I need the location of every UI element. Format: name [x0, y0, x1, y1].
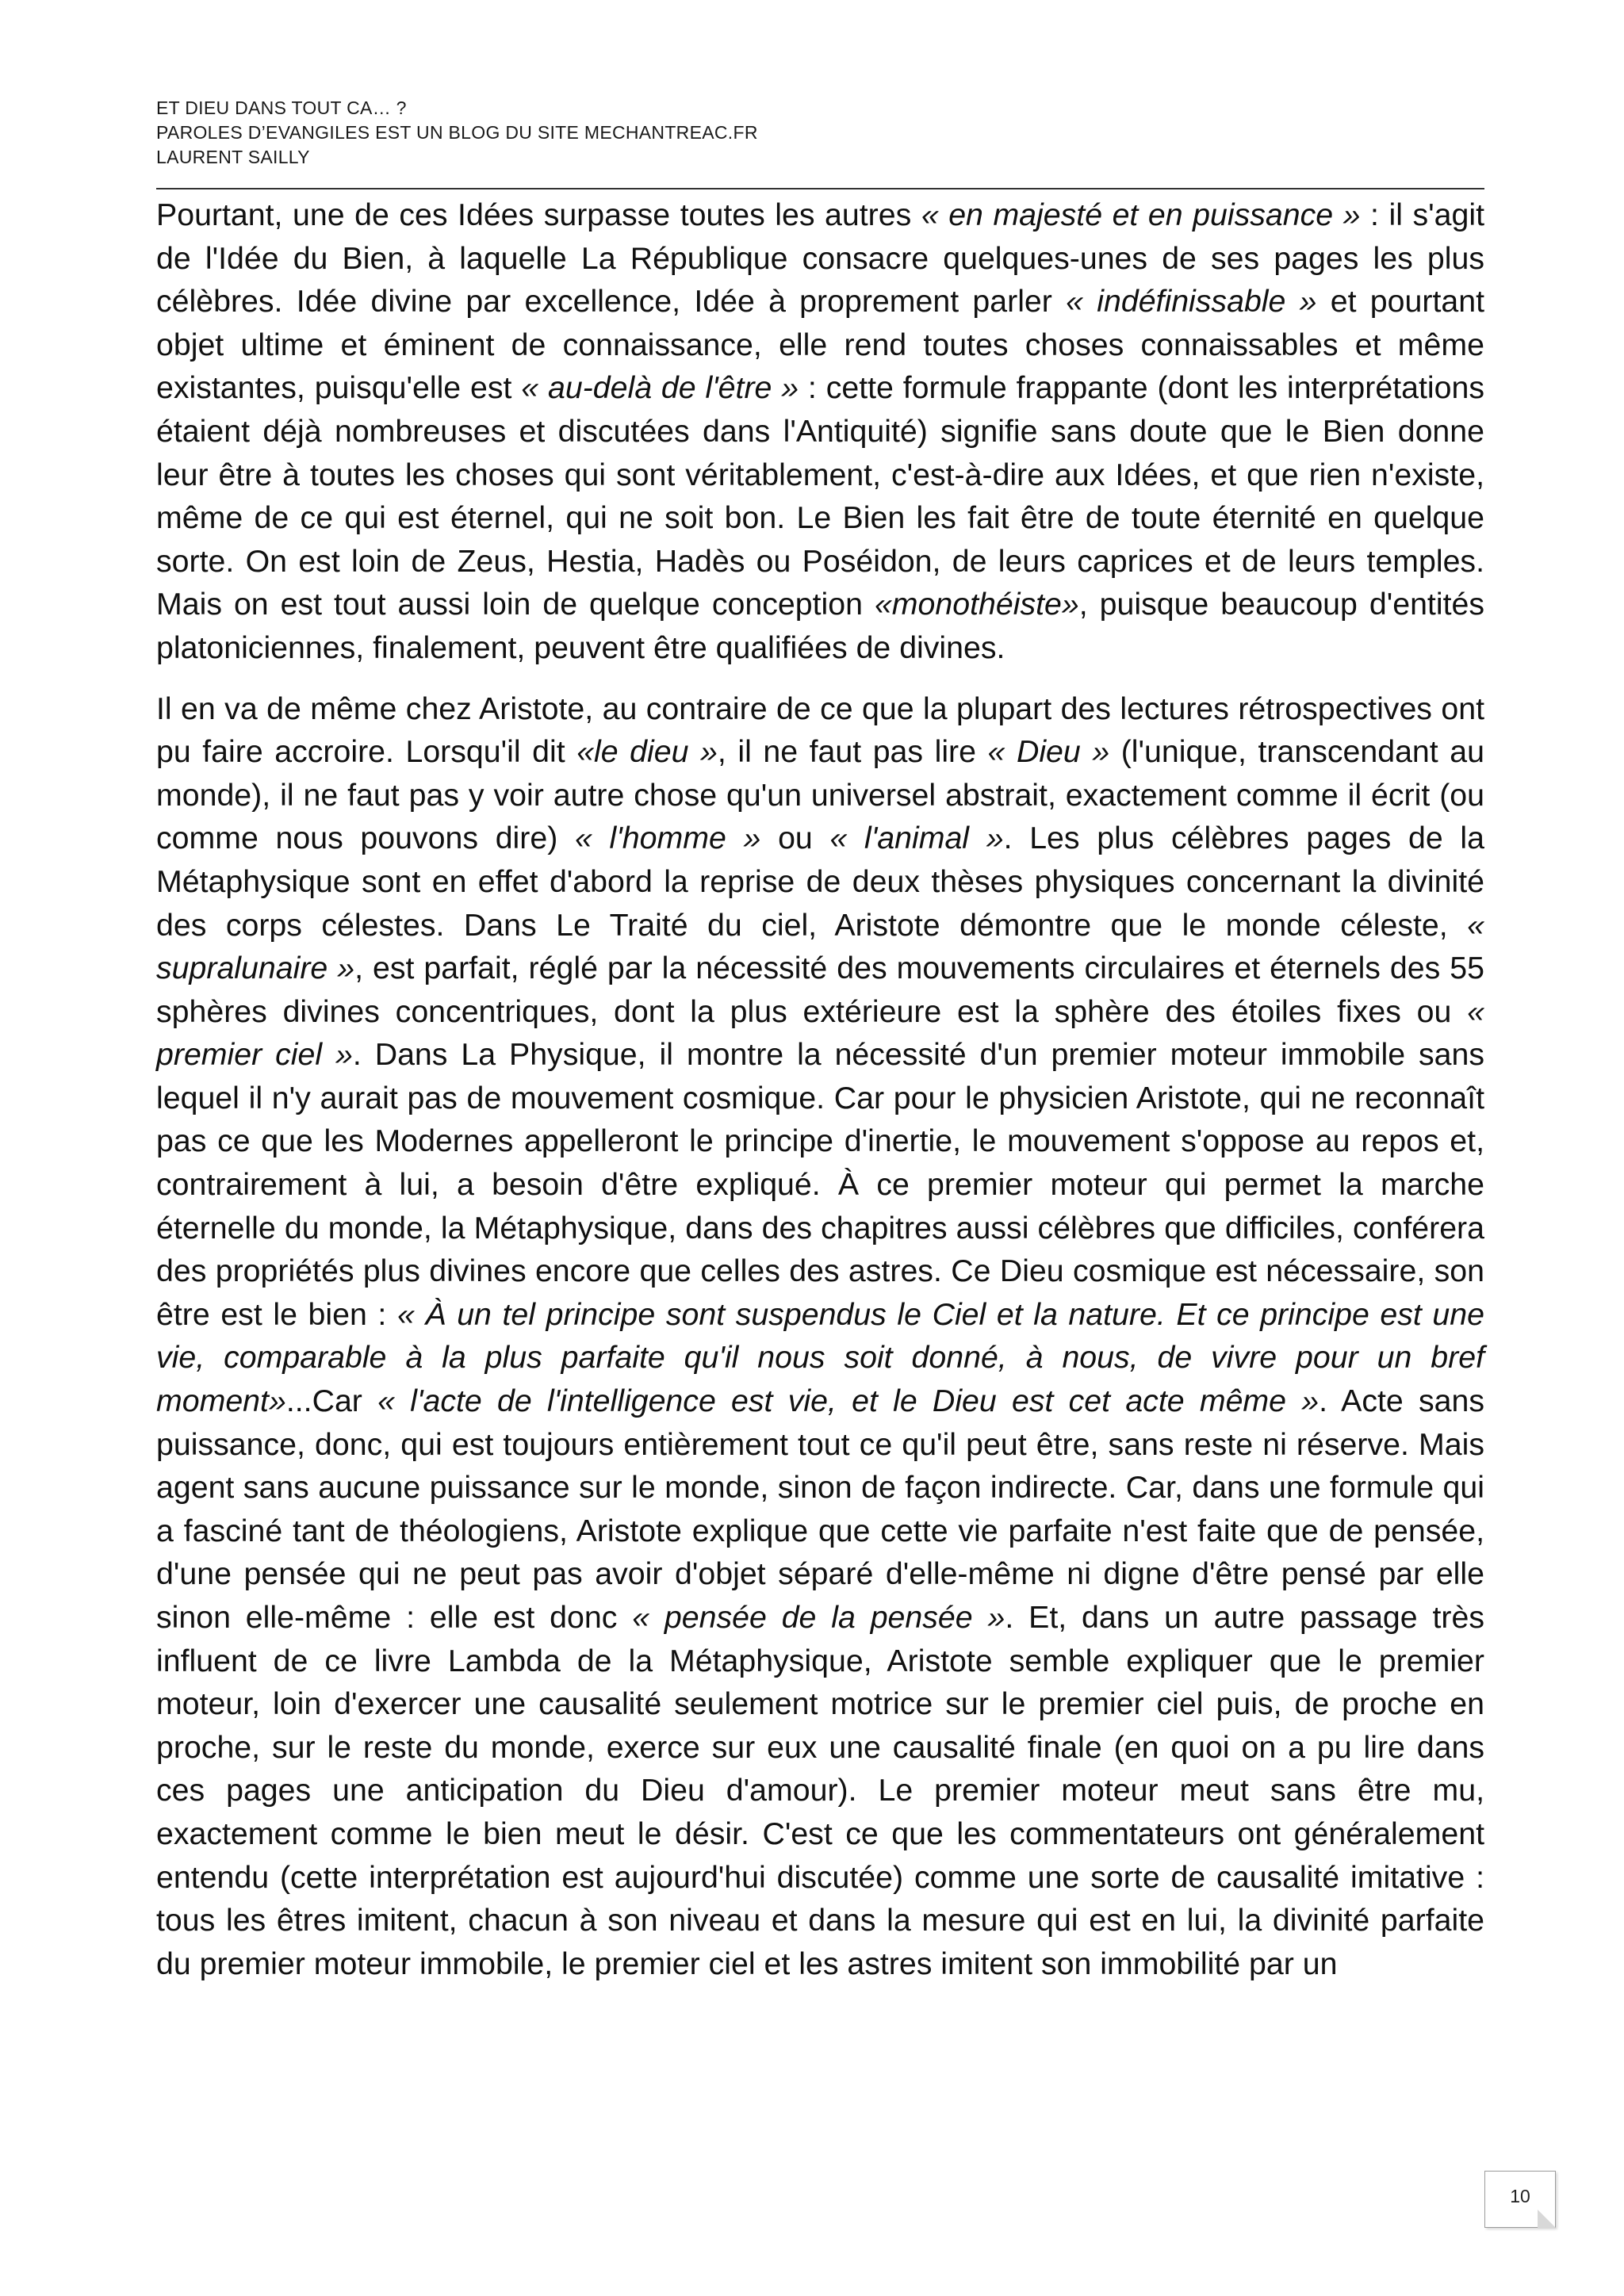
paragraph — [156, 193, 1484, 670]
header-title: ET DIEU DANS TOUT CA… ? — [156, 98, 407, 118]
text-run: : il s'agit de l'Idée du Bien, à laquelle La République consacre quelques-unes de ses pages les plus célèbres. Idée divine par excellence, Idée à proprement parler — [156, 197, 1484, 320]
text-run: et pourtant objet ultime et éminent de connaissance, elle rend toutes choses connaissables et même existantes, puisqu'elle est — [156, 284, 1484, 406]
text-run: : cette formule frappante (dont les interprétations étaient déjà nombreuses et discutées dans l'Antiquité) signifie sans doute que le Bien donne leur être à toutes les choses qui sont véritablement, c'est-à-dire aux Idées, et que rien n'existe, même de ce qui est éternel, qui ne soit bon. Le Bien les fait être de toute éternité en quelque sorte. On est loin de Zeus, Hestia, Hadès ou Poséidon, de leurs caprices et de leurs temples. Mais on est tout aussi loin de quelque conception — [156, 370, 1484, 622]
text-run: . Et, dans un autre passage très influent de ce livre Lambda de la Métaphysique, Aristote semble expliquer que le premier moteur, loin d'exercer une causalité seulement motrice sur le premier ciel puis, de proche en proche, sur le reste du monde, exerce sur eux une causalité finale (en quoi on a pu lire dans ces pages une anticipation du Dieu d'amour). Le premier moteur meut sans être mu, exactement comme le bien meut le désir. C'est ce que les commentateurs ont généralement entendu (cette interprétation est aujourd'hui discutée) comme une sorte de causalité imitative : tous les êtres imitent, chacun à son niveau et dans la mesure qui est en lui, la divinité parfaite du premier moteur immobile, le premier ciel et les astres imitent son immobilité par un — [156, 1600, 1484, 1981]
italic-quote: « l'homme » — [575, 821, 761, 856]
body-text — [156, 193, 1484, 1985]
text-run: , est parfait, réglé par la nécessité des mouvements circulaires et éternels des 55 sphères divines concentriques, dont la plus extérieure est la sphère des étoiles fixes ou — [156, 951, 1484, 1029]
italic-quote: « Dieu » — [987, 734, 1110, 770]
text-run: ...Car — [285, 1383, 378, 1419]
page-curl-decoration — [1538, 2210, 1557, 2229]
italic-quote: « au-delà de l'être » — [521, 370, 799, 406]
text-run: , puisque beaucoup d'entités platoniciennes, finalement, peuvent être qualifiées de divines. — [156, 587, 1484, 665]
running-header — [156, 96, 1484, 170]
page-number-box — [1484, 2171, 1556, 2228]
text-run: , il ne faut pas lire — [717, 734, 988, 770]
italic-quote: «monothéiste» — [874, 587, 1079, 622]
italic-quote: « premier ciel » — [156, 993, 1484, 1073]
italic-quote: « indéfinissable » — [1066, 284, 1317, 320]
text-run: ou — [760, 821, 830, 856]
text-run: Pourtant, une de ces Idées surpasse toutes les autres — [156, 197, 921, 232]
italic-quote: «le dieu » — [576, 734, 718, 770]
italic-quote: « l'animal » — [829, 821, 1004, 856]
text-run: (l'unique, transcendant au monde), il ne faut pas y voir autre chose qu'un universel abstrait, exactement comme il écrit (ou comme nous pouvons dire) — [156, 734, 1484, 856]
text-run: Il en va de même chez Aristote, au contraire de ce que la plupart des lectures rétrospectives ont pu faire accroire. Lorsqu'il dit — [156, 691, 1484, 770]
text-run: . Acte sans puissance, donc, qui est toujours entièrement tout ce qu'il peut être, sans reste ni réserve. Mais agent sans aucune puissance sur le monde, sinon de façon indirecte. Car, dans une formule qui a fasciné tant de théologiens, Aristote explique que cette vie parfaite n'est faite que de pensée, d'une pensée qui ne peut pas avoir d'objet séparé d'elle-même ni digne d'être pensé par elle sinon elle-même : elle est donc — [156, 1383, 1484, 1635]
text-run: . Dans La Physique, il montre la nécessité d'un premier moteur immobile sans lequel il n'y aurait pas de mouvement cosmique. Car pour le physicien Aristote, qui ne reconnaît pas ce que les Modernes appelleront le principe d'inertie, le mouvement s'oppose au repos et, contrairement à lui, a besoin d'être expliqué. À ce premier moteur qui permet la marche éternelle du monde, la Métaphysique, dans des chapitres aussi célèbres que difficiles, conférera des propriétés plus divines encore que celles des astres. Ce Dieu cosmique est nécessaire, son être est le bien : — [156, 1037, 1484, 1332]
header-divider — [156, 188, 1484, 189]
page-number: 10 — [1510, 2186, 1530, 2206]
header-author: LAURENT SAILLY — [156, 147, 310, 167]
italic-quote: « en majesté et en puissance » — [921, 197, 1361, 232]
header-blog-line: PAROLES D’EVANGILES EST UN BLOG DU SITE MECHANTREAC.FR — [156, 122, 758, 143]
italic-quote: « supralunaire » — [156, 907, 1484, 986]
italic-quote: « l'acte de l'intelligence est vie, et le Dieu est cet acte même » — [377, 1383, 1320, 1419]
text-run: . Les plus célèbres pages de la Métaphysique sont en effet d'abord la reprise de deux thèses physiques concernant la divinité des corps célestes. Dans Le Traité du ciel, Aristote démontre que le monde céleste, — [156, 821, 1484, 943]
paragraph — [156, 687, 1484, 1986]
italic-quote: « pensée de la pensée » — [632, 1600, 1005, 1635]
italic-quote: « À un tel principe sont suspendus le Ciel et la nature. Et ce principe est une vie, comparable à la plus parfaite qu'il nous soit donné, à nous, de vivre pour un bref moment» — [156, 1296, 1484, 1419]
